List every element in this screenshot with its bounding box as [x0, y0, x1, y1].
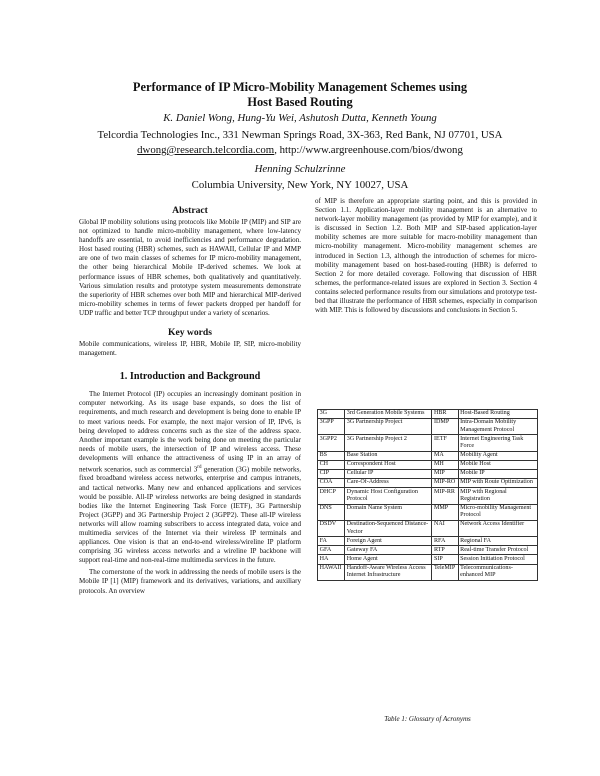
definition-cell: Foreign Agent — [345, 537, 432, 546]
definition-cell: Cellular IP — [345, 469, 432, 478]
definition-cell: Dynamic Host Configuration Protocol — [345, 488, 432, 504]
table-row — [318, 564, 538, 580]
acronym-cell: FA — [318, 537, 345, 546]
table-row — [318, 451, 538, 460]
affiliation-1: Telcordia Technologies Inc., 331 Newman Springs Road, 3X-363, Red Bank, NJ 07701, USA — [97, 129, 503, 141]
intro-p1-a: The Internet Protocol (IP) occupies an increasingly dominant position in computer networking. As its usage base expands, so does the list of requirements, and much research and development is being done to enable IP to meet various needs. For example, the next major version of IP, IPv6, is being developed to address concerns such as the size of the address space. Another important example is the work being done on meeting the particular needs of mobile users, the intersection of IP and wireless access. These developments will enhance the attractiveness of using IP in an array of network scenarios, such as commercial 3 — [79, 390, 301, 474]
table-row — [318, 435, 538, 451]
definition-cell: Real-time Transfer Protocol — [458, 546, 537, 555]
definition-cell: Telecommunications-enhanced MIP — [458, 564, 537, 580]
definition-cell: 3G Partnership Project 2 — [345, 435, 432, 451]
definition-cell: Home Agent — [345, 555, 432, 564]
table-caption: Table 1: Glossary of Acronyms — [384, 715, 471, 723]
homepage-url[interactable]: , http://www.argreenhouse.com/bios/dwong — [274, 144, 463, 156]
definition-cell: Mobile Host — [458, 460, 537, 469]
definition-cell: Gateway FA — [345, 546, 432, 555]
table-row — [318, 555, 538, 564]
definition-cell: Handoff-Aware Wireless Access Internet Infrastructure — [345, 564, 432, 580]
definition-cell: Domain Name System — [345, 504, 432, 520]
definition-cell: Mobile IP — [458, 469, 537, 478]
definition-cell: Base Station — [345, 451, 432, 460]
definition-cell: Internet Engineering Task Force — [458, 435, 537, 451]
acronym-cell: NAI — [432, 520, 458, 536]
table-row — [318, 488, 538, 504]
right-column — [315, 197, 537, 315]
keywords-text: Mobile communications, wireless IP, HBR, Mobile IP, SIP, micro-mobility management. — [79, 340, 301, 358]
definition-cell: Network Access Identifier — [458, 520, 537, 536]
acronym-cell: MIP-RO — [432, 479, 458, 488]
definition-cell: Host-Based Routing — [458, 410, 537, 419]
title-line-1: Performance of IP Micro-Mobility Management Schemes using — [132, 80, 468, 94]
email-link[interactable]: dwong@research.telcordia.com — [137, 144, 275, 156]
acronym-cell: 3GPP — [318, 419, 345, 435]
acronym-cell: TeleMIP — [432, 564, 458, 580]
acronym-cell: BS — [318, 451, 345, 460]
table-row — [318, 479, 538, 488]
acronym-cell: CH — [318, 460, 345, 469]
title-line-2: Host Based Routing — [247, 95, 353, 109]
acronym-cell: HBR — [432, 410, 458, 419]
acronym-cell: HAWAII — [318, 564, 345, 580]
definition-cell: Regional FA — [458, 537, 537, 546]
abstract-heading: Abstract — [172, 205, 208, 216]
acronym-cell: MIP-RR — [432, 488, 458, 504]
acronym-cell: DHCP — [318, 488, 345, 504]
acronym-table — [317, 409, 538, 581]
definition-cell: MIP with Route Optimization — [458, 479, 537, 488]
paper-title — [0, 80, 600, 110]
table-row — [318, 537, 538, 546]
acronym-cell: IDMP — [432, 419, 458, 435]
contact-line — [0, 144, 600, 156]
authors: K. Daniel Wong, Hung-Yu Wei, Ashutosh Dutta, Kenneth Young — [163, 112, 437, 124]
table-row — [318, 546, 538, 555]
table-row — [318, 410, 538, 419]
acronym-cell: MIP — [432, 469, 458, 478]
keywords-heading: Key words — [168, 327, 212, 339]
definition-cell: Destination-Sequenced Distance-Vector — [345, 520, 432, 536]
acronym-cell: COA — [318, 479, 345, 488]
table-row — [318, 520, 538, 536]
table-row — [318, 460, 538, 469]
right-column-text: of MIP is therefore an appropriate starting point, and this is provided in Section 1.1. Application-layer mobility management is an alternative to network-layer mobility management (as provided by MIP for example), and it is discussed in Section 1.2. Both MIP and SIP-based application-layer mobility schemes are more suitable for macro-mobility management than micro-mobility management. Micro-mobility management schemes are introduced in Section 1.3, although the introduction of schemes for micro-mobility management based on host-based-routing (HBR) is deferred to Section 2 for more detailed coverage. Following that discussion of HBR schemes, the performance-related issues are explored in Section 3. Section 4 contains selected performance results from our simulations and prototype test-bed that illustrate the performance of HBR schemes, especially in comparison with MIP. This is followed by discussions and conclusions in Section 5. — [315, 197, 537, 315]
acronym-cell: 3GPP2 — [318, 435, 345, 451]
definition-cell: Session Initiation Protocol — [458, 555, 537, 564]
section-1-heading: 1. Introduction and Background — [119, 371, 261, 383]
acronym-cell: MMP — [432, 504, 458, 520]
intro-paragraph-2: The cornerstone of the work in addressing the needs of mobile users is the Mobile IP [1] (MIP) framework and its derivatives, variations, and auxiliary protocols. An overview — [79, 568, 301, 595]
acronym-cell: MA — [432, 451, 458, 460]
author-2: Henning Schulzrinne — [254, 163, 346, 175]
definition-cell: Care-Of-Address — [345, 479, 432, 488]
table-row — [318, 469, 538, 478]
intro-p1-sup: rd — [197, 464, 202, 470]
acronym-cell: RFA — [432, 537, 458, 546]
intro-paragraph-1 — [79, 390, 301, 565]
affiliation-2: Columbia University, New York, NY 10027, USA — [191, 179, 409, 191]
acronym-cell: 3G — [318, 410, 345, 419]
acronym-cell: CIP — [318, 469, 345, 478]
left-column — [79, 205, 301, 596]
table-row — [318, 504, 538, 520]
acronym-cell: RTP — [432, 546, 458, 555]
acronym-cell: GFA — [318, 546, 345, 555]
acronym-cell: HA — [318, 555, 345, 564]
definition-cell: MIP with Regional Registration — [458, 488, 537, 504]
acronym-cell: MH — [432, 460, 458, 469]
table-row — [318, 419, 538, 435]
acronym-cell: IETF — [432, 435, 458, 451]
intro-p1-b: generation (3G) mobile networks, fixed broadband wireless access networks, enterprise and campus intranets, and tactical networks. Many new and enhanced applications and services would be possible. All-IP wireless networks are being designed in standards bodies like the Internet Engineering Task Force (IETF), 3G Partnership Project (3GPP) and 3G Partnership Project 2 (3GPP2). These all-IP wireless networks will allow roaming subscribers to access integrated data, voice and multimedia services of the Internet via their wireless IP terminals and appliances. One vision is that an end-to-end wireless/wireline IP platform comprising 3G wireless access networks and a wireline IP backbone will support real-time and non-real-time multimedia services in the future. — [79, 465, 301, 565]
acronym-cell: SIP — [432, 555, 458, 564]
definition-cell: 3rd Generation Mobile Systems — [345, 410, 432, 419]
definition-cell: Micro-mobility Management Protocol — [458, 504, 537, 520]
definition-cell: Correspondent Host — [345, 460, 432, 469]
abstract-text: Global IP mobility solutions using protocols like Mobile IP (MIP) and SIP are not optimized to handle micro-mobility management, where low-latency handoffs are essential, to avoid inefficiencies and performance degradation. Host based routing (HBR) schemes, such as HAWAII, Cellular IP and MMP are one of two main classes of schemes for IP micro-mobility management, the other being hierarchical Mobile IP-derived schemes. We look at performance issues of HBR schemes, both qualitatively and quantitatively. Various simulation results and prototype system measurements demonstrate the superiority of HBR schemes over both MIP and hierarchical MIP-derived micro-mobility schemes in terms of fewer packets dropped per handoff for UDP traffic and better TCP throughput under a variety of scenarios. — [79, 218, 301, 317]
definition-cell: 3G Partnership Project — [345, 419, 432, 435]
definition-cell: Mobility Agent — [458, 451, 537, 460]
acronym-cell: DSDV — [318, 520, 345, 536]
acronym-cell: DNS — [318, 504, 345, 520]
definition-cell: Intra-Domain Mobility Management Protocol — [458, 419, 537, 435]
